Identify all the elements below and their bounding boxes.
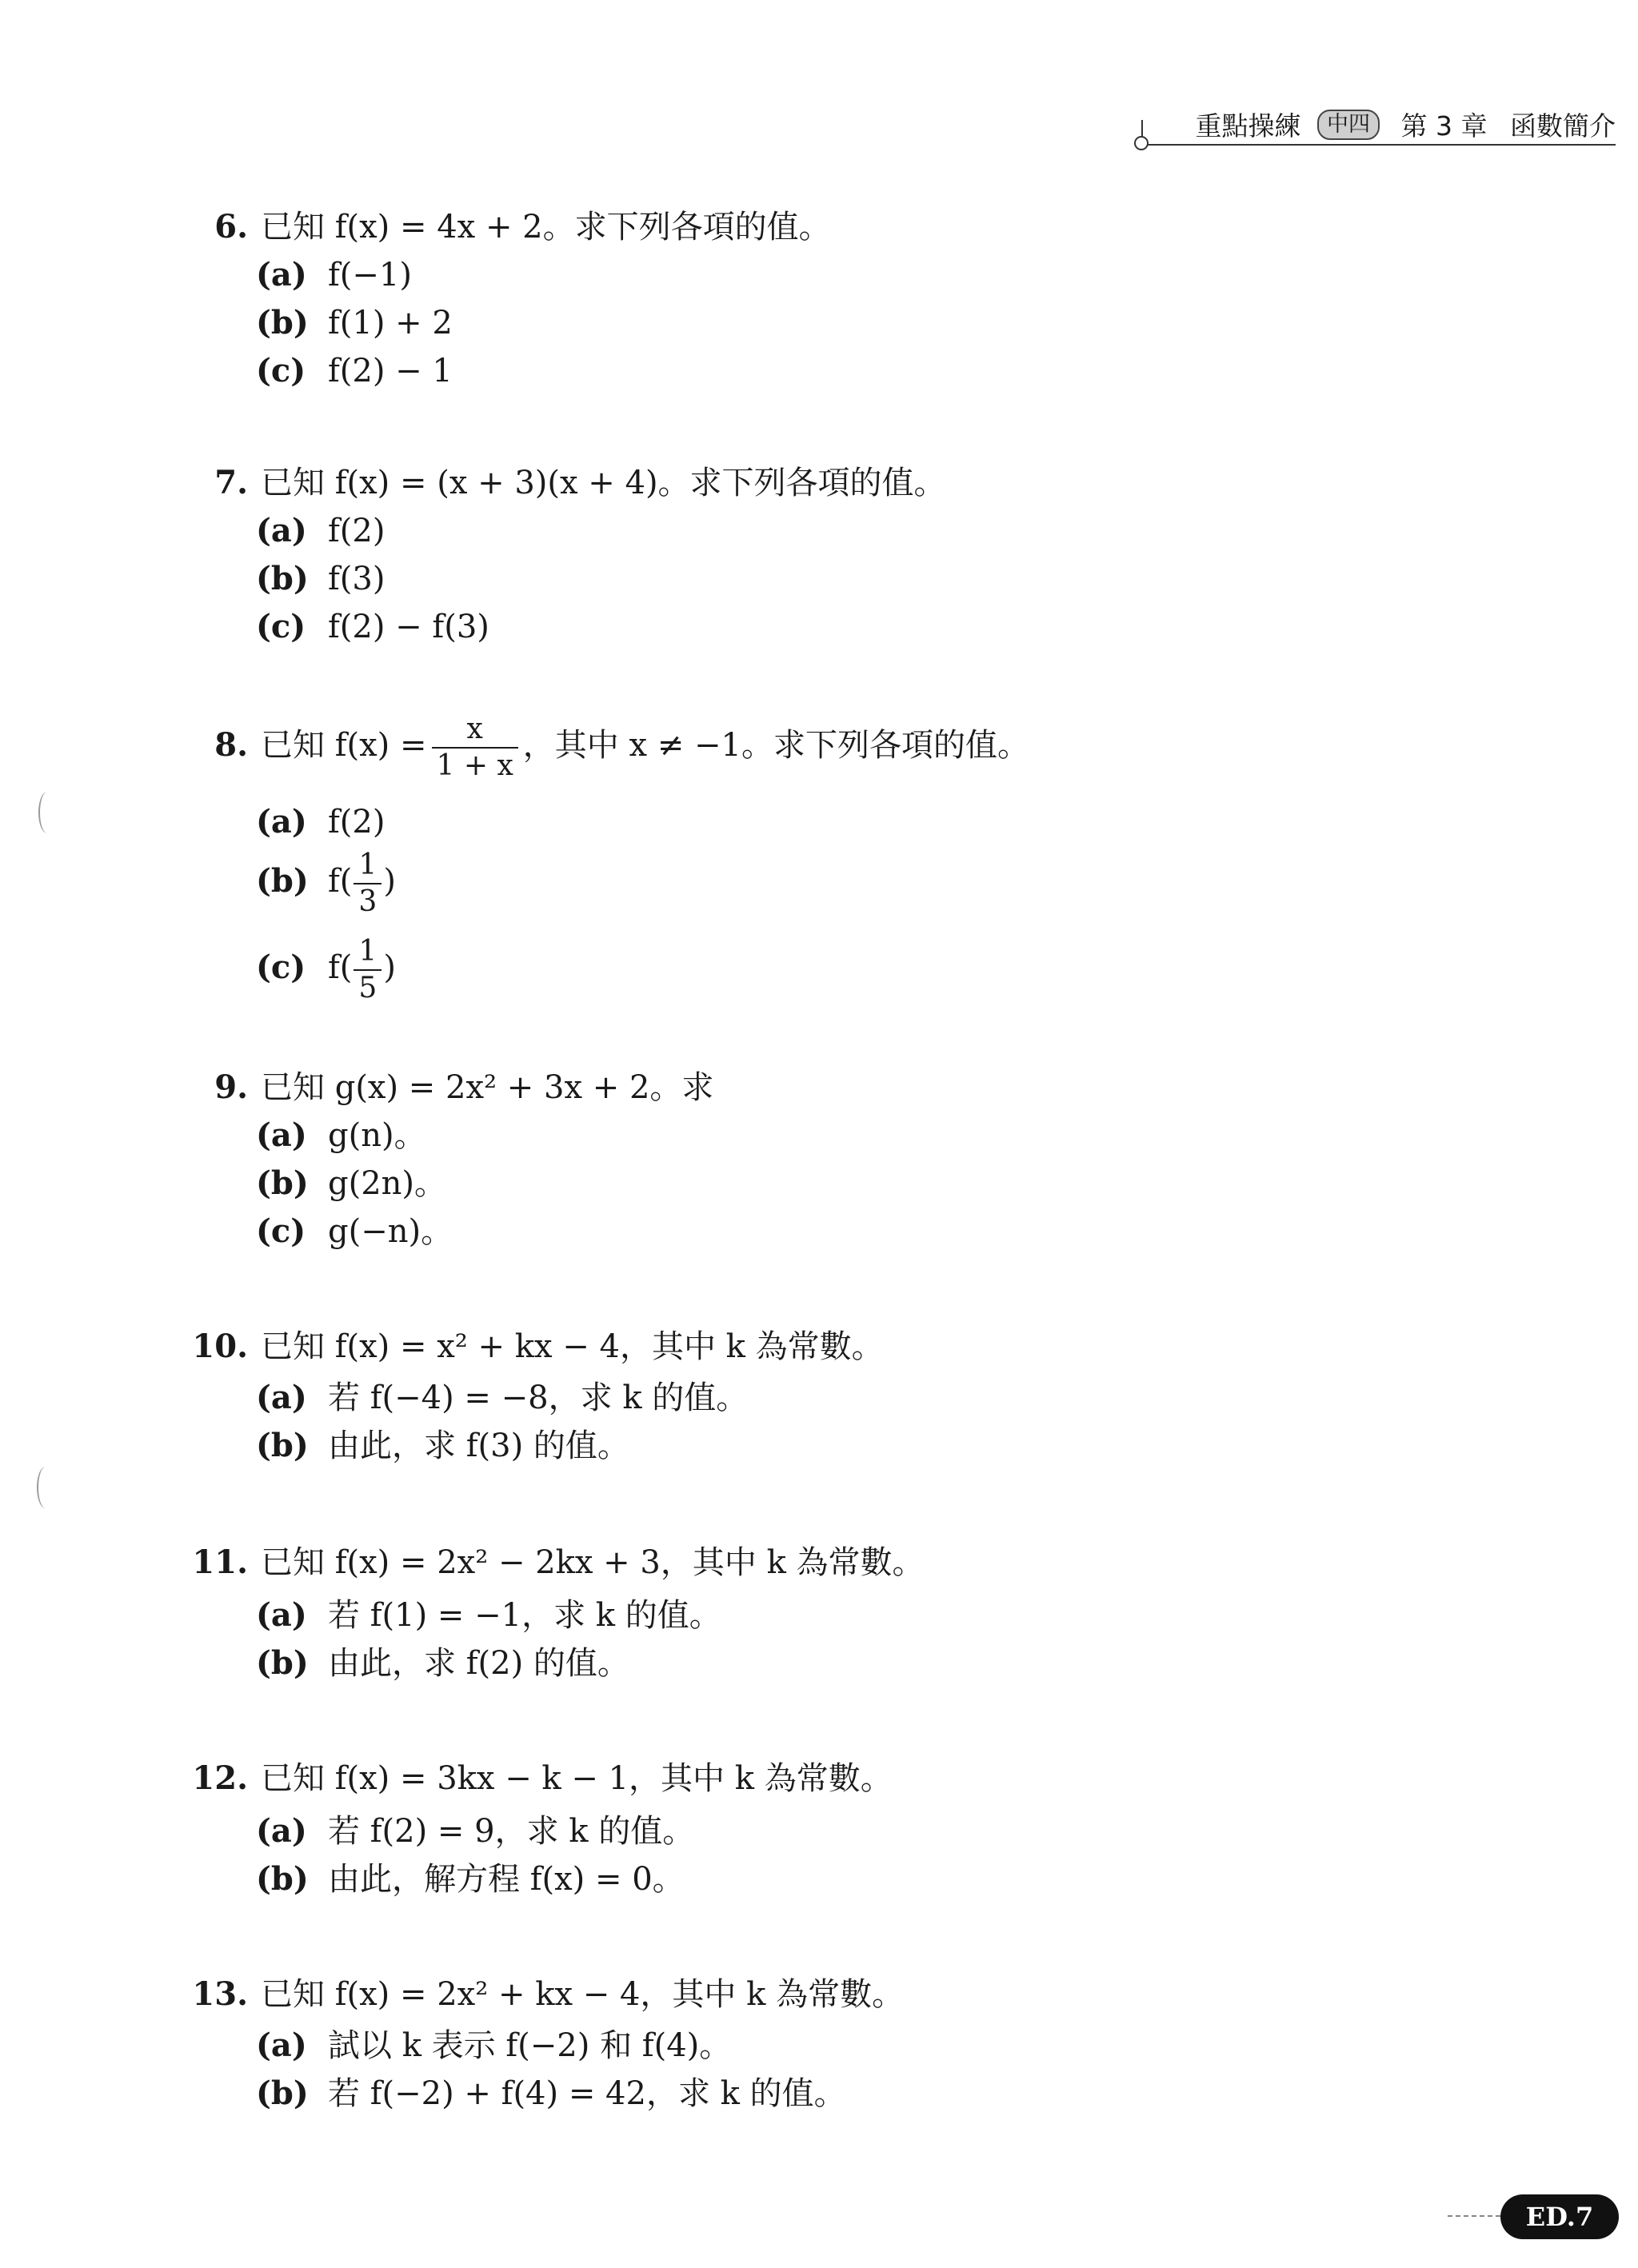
fraction-denominator: 5 (358, 972, 378, 1004)
question-part (256, 557, 385, 601)
question-stem (0, 461, 946, 505)
header-marker-icon (1134, 136, 1149, 150)
part-text: 由此，解方程 f(x) = 0。 (328, 1861, 685, 1898)
part-text: 若 f(2) = 9，求 k 的值。 (328, 1813, 695, 1850)
question-part (256, 509, 385, 553)
question-text: 已知 f(x) = (261, 727, 427, 764)
scan-artifact (37, 1467, 54, 1508)
question-part (256, 1161, 446, 1206)
fraction (432, 715, 518, 781)
question-stem (0, 1065, 713, 1110)
part-label: (a) (256, 1379, 307, 1416)
part-label: (a) (256, 512, 307, 549)
header-title: 重點操練 (1195, 110, 1301, 142)
part-text: f(2) (328, 804, 386, 841)
part-text: g(−n)。 (328, 1213, 453, 1250)
part-label: (b) (256, 1427, 309, 1464)
part-label: (c) (256, 948, 306, 986)
part-label: (b) (256, 304, 309, 341)
page-number-badge: ED.7 (1500, 2194, 1619, 2239)
part-label: (b) (256, 1860, 309, 1898)
fraction (354, 937, 382, 1003)
part-label: (c) (256, 608, 306, 645)
part-label: (b) (256, 1164, 309, 1202)
scan-artifact (38, 792, 56, 833)
question-text: 已知 f(x) = 3kx − k − 1，其中 k 為常數。 (261, 1760, 893, 1797)
question-part (256, 1423, 629, 1468)
question-part (256, 301, 453, 345)
question-text: 已知 f(x) = 2x² − 2kx + 3，其中 k 為常數。 (261, 1544, 925, 1581)
question-text: 已知 f(x) = x² + kx − 4，其中 k 為常數。 (261, 1328, 884, 1365)
fraction-denominator: 1 + x (436, 749, 513, 782)
page-header (1136, 106, 1616, 154)
fraction-denominator: 3 (358, 885, 378, 918)
question-stem (0, 1324, 884, 1369)
part-label: (b) (256, 862, 309, 900)
fraction-numerator: x (432, 715, 518, 749)
part-label: (b) (256, 2074, 309, 2112)
question-number: 8. (214, 726, 248, 764)
question-part (256, 928, 396, 1008)
part-text-pre: f( (328, 949, 353, 986)
part-text: f(1) + 2 (328, 305, 453, 341)
part-text: f(3) (328, 561, 386, 597)
header-tick (1141, 120, 1143, 138)
question-part (256, 253, 412, 297)
question-stem (0, 205, 831, 250)
part-label: (c) (256, 352, 306, 389)
header-text (1196, 106, 1616, 143)
header-rule (1136, 144, 1616, 146)
fraction-numerator: 1 (354, 937, 382, 971)
grade-badge: 中四 (1317, 110, 1380, 140)
question-number: 7. (214, 464, 248, 501)
question-part (256, 841, 396, 921)
part-text: 若 f(1) = −1，求 k 的值。 (328, 1597, 721, 1634)
part-text: g(2n)。 (328, 1165, 447, 1202)
part-text-post: ) (383, 949, 396, 986)
question-number: 13. (192, 1975, 248, 2013)
part-text: 試以 k 表示 f(−2) 和 f(4)。 (328, 2027, 732, 2064)
part-text (328, 841, 396, 921)
part-text-pre: f( (328, 863, 353, 900)
part-text: g(n)。 (328, 1117, 426, 1154)
part-text: f(2) − 1 (328, 353, 453, 389)
page-number-leader (1448, 2215, 1500, 2217)
question-part (256, 2023, 731, 2068)
question-part (256, 800, 385, 845)
question-text: 已知 f(x) = 2x² + kx − 4，其中 k 為常數。 (261, 1976, 905, 2013)
part-label: (a) (256, 256, 307, 293)
question-number: 12. (192, 1759, 248, 1797)
question-text-cont: ，其中 x ≠ −1。求下列各項的值。 (522, 727, 1029, 764)
question-number: 10. (192, 1328, 248, 1365)
part-text: f(−1) (328, 257, 412, 293)
question-stem (0, 1972, 904, 2017)
question-part (256, 2071, 846, 2116)
part-label: (c) (256, 1212, 306, 1250)
question-part (256, 605, 489, 649)
question-text: 已知 g(x) = 2x² + 3x + 2。求 (261, 1069, 714, 1106)
question-stem (0, 1540, 925, 1585)
topic-label: 函數簡介 (1510, 110, 1616, 142)
part-text (328, 928, 396, 1008)
part-label: (b) (256, 560, 309, 597)
question-stem (0, 713, 1029, 781)
question-part (256, 1376, 748, 1420)
part-text: 由此，求 f(3) 的值。 (328, 1427, 629, 1464)
part-text: f(2) (328, 513, 386, 549)
question-part (256, 1593, 721, 1638)
part-text: 若 f(−4) = −8，求 k 的值。 (328, 1380, 749, 1416)
question-part (256, 1113, 426, 1158)
question-part (256, 1641, 629, 1686)
part-text: f(2) − f(3) (328, 609, 489, 645)
question-part (256, 1809, 694, 1854)
question-number: 11. (192, 1543, 248, 1581)
part-label: (b) (256, 1644, 309, 1682)
part-label: (a) (256, 803, 307, 841)
question-part (256, 1857, 685, 1902)
part-label: (a) (256, 2026, 307, 2064)
fraction (354, 851, 382, 916)
part-text-post: ) (383, 863, 396, 900)
part-text: 由此，求 f(2) 的值。 (328, 1645, 629, 1682)
question-number: 6. (214, 208, 248, 246)
question-number: 9. (214, 1068, 248, 1106)
part-label: (a) (256, 1812, 307, 1850)
question-text: 已知 f(x) = 4x + 2。求下列各項的值。 (261, 209, 831, 246)
part-label: (a) (256, 1596, 307, 1634)
question-part (256, 1209, 453, 1254)
fraction-numerator: 1 (354, 851, 382, 884)
question-stem (0, 1756, 893, 1801)
part-text: 若 f(−2) + f(4) = 42，求 k 的值。 (328, 2075, 846, 2112)
question-text: 已知 f(x) = (x + 3)(x + 4)。求下列各項的值。 (261, 465, 946, 501)
part-label: (a) (256, 1116, 307, 1154)
question-part (256, 349, 453, 393)
chapter-label: 第 3 章 (1400, 110, 1488, 142)
